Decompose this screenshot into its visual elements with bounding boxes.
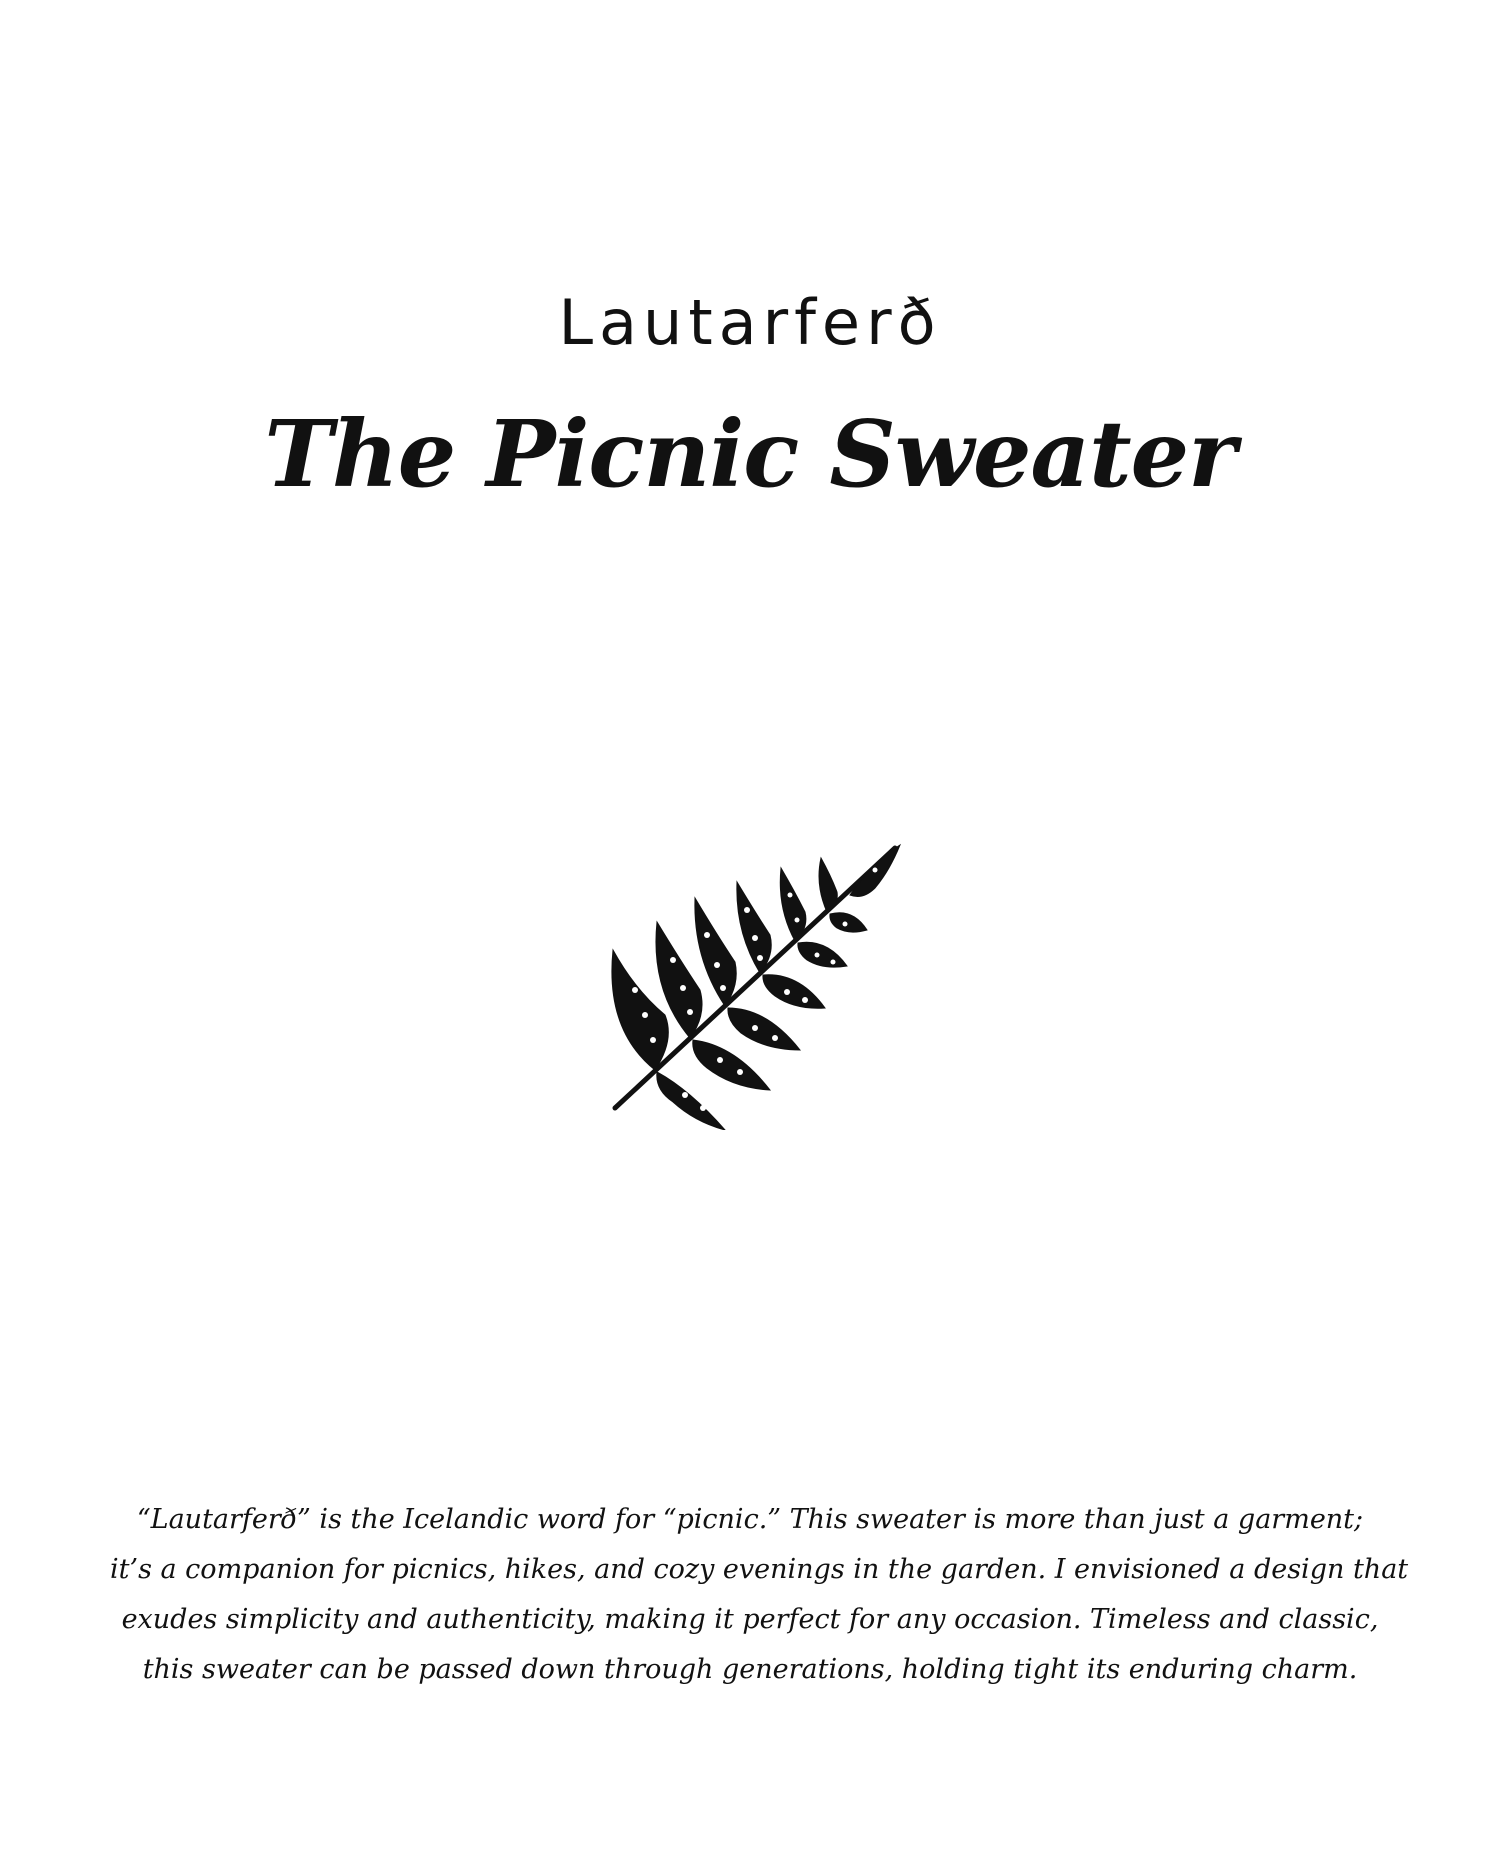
fern-icon [595, 840, 915, 1130]
page-title: The Picnic Sweater [264, 400, 1236, 508]
description-line: this sweater can be passed down through generations, holding tight its enduring charm. [142, 1654, 1358, 1685]
description-line: it’s a companion for picnics, hikes, and cozy evenings in the garden. I envisioned a design that [110, 1554, 1409, 1585]
description-paragraph [110, 1495, 1409, 1695]
description-line: “Lautarferð” is the Icelandic word for “picnic.” This sweater is more than just a garment; [136, 1504, 1364, 1535]
description-line: exudes simplicity and authenticity, making it perfect for any occasion. Timeless and classic, [121, 1604, 1379, 1635]
subtitle: Lautarferð [558, 286, 942, 359]
